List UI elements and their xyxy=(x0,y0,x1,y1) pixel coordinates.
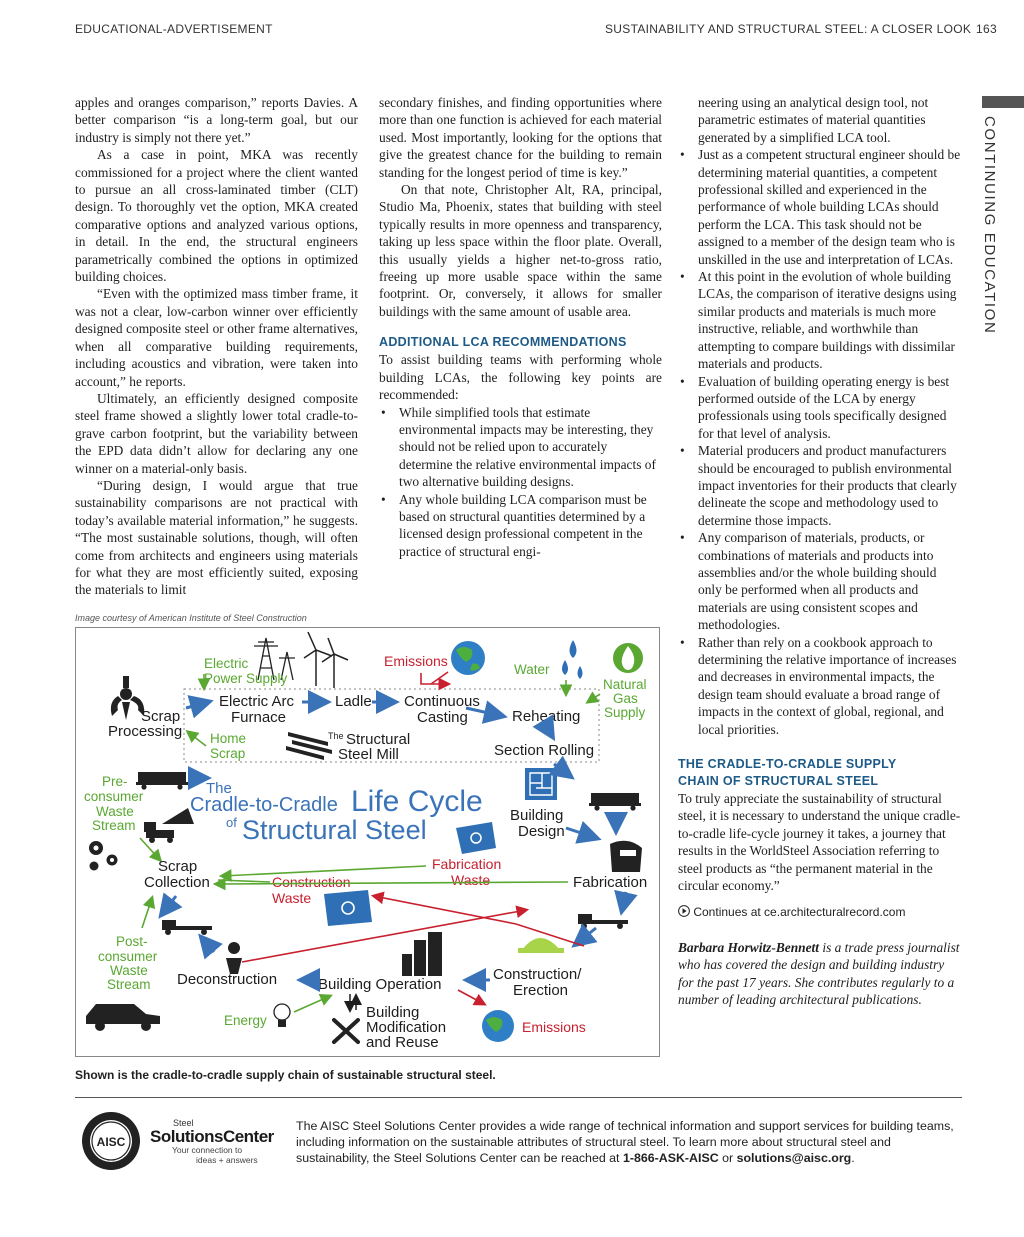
figure-caption: Shown is the cradle-to-cradle supply chain of sustainable structural steel. xyxy=(75,1068,496,1082)
author-name: Barbara Horwitz-Bennett xyxy=(678,939,820,955)
recommendation-list xyxy=(678,146,963,738)
label-reheating: Reheating xyxy=(512,708,581,725)
tools-icon xyxy=(334,1020,358,1042)
label-construction-waste-1: Construction xyxy=(272,874,351,890)
label-pre: Pre- xyxy=(102,774,128,789)
list-item: • While simplified tools that estimate environmental impacts may be interesting, they should not be relied upon to accurately determine the relative environmental impacts of two alternative building designs. xyxy=(379,404,662,491)
railcar-icon xyxy=(136,772,188,790)
flatbed-truck-icon xyxy=(162,920,212,935)
list-item: • Any whole building LCA comparison must be based on structural quantities determined by a licensed design professional competent in the practice of structural engi- xyxy=(379,491,662,561)
label-water: Water xyxy=(514,662,550,677)
label-deconstruction: Deconstruction xyxy=(177,971,278,988)
title-structural-steel: Structural Steel xyxy=(242,815,427,845)
label-energy: Energy xyxy=(224,1013,267,1028)
ssc-big: SolutionsCenter xyxy=(150,1127,274,1146)
scrap-claw-icon xyxy=(111,676,144,720)
continues-link[interactable] xyxy=(678,904,963,921)
section-heading: THE CRADLE-TO-CRADLE SUPPLY xyxy=(678,757,897,772)
label-power-supply: Power Supply xyxy=(204,671,288,686)
label-processing: Processing xyxy=(108,723,183,740)
label-building-mod-2: Modification xyxy=(366,1019,447,1036)
steel-beam-icon xyxy=(286,732,332,760)
label-gas: Gas xyxy=(613,691,638,706)
recycle-bin-icon xyxy=(456,822,496,854)
lifecycle-diagram xyxy=(76,628,659,1056)
footer-rule xyxy=(75,1097,962,1098)
footer-email[interactable]: solutions@aisc.org xyxy=(736,1151,852,1166)
label-emissions-bottom: Emissions xyxy=(522,1019,586,1035)
solutions-center-logo xyxy=(150,1118,274,1165)
blueprint-icon xyxy=(525,768,557,800)
label-post-consumer: consumer xyxy=(98,949,158,964)
paragraph: To assist building teams with performing whole building LCAs, the following key points are recommended: xyxy=(379,352,662,403)
label-fabrication: Fabrication xyxy=(573,874,648,891)
list-item: • Any comparison of materials, products, or combinations of materials and products into assemblies and/or the whole building should only be performed when all products and materials are using consistent scopes and methodologies. xyxy=(678,529,963,633)
globe-icon xyxy=(482,1010,514,1042)
water-drops-icon xyxy=(562,640,583,679)
label-structural: Structural xyxy=(346,731,411,748)
label-furnace: Furnace xyxy=(231,709,287,726)
wrecking-icon xyxy=(226,942,242,974)
footer-or: or xyxy=(718,1151,737,1166)
gas-flame-icon xyxy=(613,643,643,673)
label-mill-the: The xyxy=(328,731,344,741)
paragraph: As a case in point, MKA was recently commissioned for a project where the client wanted to pursue an all cross-laminated timber (CLT) design. To thoroughly vet the option, MKA created comparative options and analyzed various options, in detail. In the end, the structural engineers parametrically combined the options in optimized building choices. xyxy=(75,147,358,285)
label-supply: Supply xyxy=(604,705,646,720)
label-home: Home xyxy=(210,731,247,746)
footer-text xyxy=(296,1118,962,1167)
paragraph: neering using an analytical design tool, not parametric estimates of material quantities generated by a simplified LCA tool. xyxy=(698,95,929,145)
section-heading: CHAIN OF STRUCTURAL STEEL xyxy=(678,774,879,789)
ssc-small: Steel xyxy=(173,1118,194,1128)
gears-icon xyxy=(89,841,118,871)
title-the: The xyxy=(206,780,232,797)
label-fabrication-waste-1: Fabrication xyxy=(432,856,502,872)
list-item: • Evaluation of building operating energy is best performed outside of the LCA by energy professionals using tools specifically designed for that level of analysis. xyxy=(678,373,963,443)
dump-truck-icon xyxy=(144,808,194,843)
list-item: • Material producers and product manufacturers should be encouraged to publish environmental impact inventories for their products that clearly delineate the scope and methodology used to determine those impacts. xyxy=(678,442,963,529)
author-bio-text: is a trade press journalist who has covered the design and building industry for the past 17 years. She contributes regularly to a number of leading architectural publications. xyxy=(678,939,960,1008)
page-number: 163 xyxy=(976,22,997,36)
image-credit: Image courtesy of American Institute of Steel Construction xyxy=(75,613,307,623)
label-continuous: Continuous xyxy=(404,693,480,710)
continuing-education-label: CONTINUING EDUCATION xyxy=(981,116,998,335)
ssc-tag-2: ideas + answers xyxy=(196,1154,258,1165)
paragraph: “Even with the optimized mass timber frame, it was not a clear, low-carbon winner over efficiently designed composite steel or other frame alternatives, when all comparative building requirements, including acoustics and vibration, were taken into account,” he reports. xyxy=(75,286,358,389)
hard-hat-icon xyxy=(518,938,564,953)
label-erection: Erection xyxy=(513,982,569,999)
list-item: • Just as a competent structural engineer should be determining material quantities, a competent professional skilled and experienced in the performance of whole building LCAs should perform the LCA. This task should not be assigned to a member of the design team who is unskilled in the use and interpretation of LCAs. xyxy=(678,146,963,268)
wind-turbine-icon xyxy=(304,632,348,688)
paragraph: On that note, Christopher Alt, RA, principal, Studio Ma, Phoenix, states that building with steel typically results in more openness and transparency, taking up less space within the floor plate. Overall, this usually yields a higher net-to-gross ratio, freeing up more usable space within the same footprint. Or, conversely, it allows for smaller buildings with the same amount of usable area. xyxy=(379,182,662,319)
recycle-bin-icon xyxy=(324,890,372,926)
label-casting: Casting xyxy=(417,709,468,726)
paragraph: secondary finishes, and finding opportunities where more than one function is achieved for each material used. Most importantly, looking for the options that give the greatest chance for the building to remain standing for the longest period of time is key.” xyxy=(379,95,662,180)
label-post-stream: Stream xyxy=(107,977,151,992)
recommendation-list xyxy=(379,404,662,561)
label-scrap: Scrap xyxy=(141,708,181,725)
list-item: • At this point in the evolution of whole building LCAs, the comparison of iterative designs using similar products and materials is much more instructive, reliable, and worthwhile than attempting to compare buildings with dissimilar materials and products. xyxy=(678,268,963,372)
running-header-left: EDUCATIONAL-ADVERTISEMENT xyxy=(75,22,273,36)
title-of: of xyxy=(226,815,237,830)
lifecycle-figure xyxy=(75,627,660,1057)
paragraph: “During design, I would argue that true sustainability comparisons are not practical with today’s available material information,” he suggests. “The most sustainable solutions, though, will often come from architects and engineers using materials for what they are most efficiently suited, exposing the materials to limit xyxy=(75,477,358,598)
paragraph: To truly appreciate the sustainability of structural steel, it is necessary to understand the unique cradle-to-cradle life-cycle journey it takes, a journey that results in the WorldSteel Association referring to steel products as “the permanent material in the circular economy.” xyxy=(678,791,961,894)
play-icon xyxy=(678,905,690,917)
buildings-icon xyxy=(402,932,442,976)
label-electric-arc: Electric Arc xyxy=(219,693,295,710)
author-bio xyxy=(678,939,963,1009)
label-scrap-collection-2: Collection xyxy=(144,874,210,891)
label-pre-stream: Stream xyxy=(92,818,136,833)
label-electric: Electric xyxy=(204,656,249,671)
label-pre-consumer: consumer xyxy=(84,789,144,804)
ssc-tag-1: Your connection to xyxy=(172,1145,243,1155)
aisc-seal-logo xyxy=(80,1110,142,1172)
column-1 xyxy=(75,94,358,599)
running-header-right: SUSTAINABILITY AND STRUCTURAL STEEL: A CLOSER LOOK xyxy=(605,22,972,36)
car-icon xyxy=(86,1004,160,1031)
label-pre-waste: Waste xyxy=(96,804,134,819)
label-ladle: Ladle xyxy=(335,693,372,710)
column-2 xyxy=(379,94,662,560)
label-building-mod-3: and Reuse xyxy=(366,1034,439,1051)
column-3 xyxy=(678,94,963,1009)
label-building: Building xyxy=(510,807,564,824)
section-heading: ADDITIONAL LCA RECOMMENDATIONS xyxy=(379,335,627,350)
label-construction: Construction/ xyxy=(493,966,582,983)
label-building-operation: Building Operation xyxy=(318,976,442,993)
light-bulb-icon xyxy=(274,1004,290,1027)
label-steel-mill: Steel Mill xyxy=(338,746,399,763)
globe-icon xyxy=(451,641,485,675)
label-fabrication-waste-2: Waste xyxy=(451,872,491,888)
label-design: Design xyxy=(518,823,565,840)
label-construction-waste-2: Waste xyxy=(272,890,312,906)
continuing-education-tab[interactable] xyxy=(978,116,1000,335)
continues-text: Continues at ce.architecturalrecord.com xyxy=(693,905,906,920)
label-section-rolling: Section Rolling xyxy=(494,742,595,759)
label-post-waste: Waste xyxy=(110,963,148,978)
label-scrap-collection-1: Scrap xyxy=(158,858,198,875)
section-tab-bar xyxy=(982,96,1024,108)
label-post: Post- xyxy=(116,934,148,949)
welding-helmet-icon xyxy=(610,841,642,872)
title-cradle: Cradle-to-Cradle xyxy=(190,794,338,816)
flatbed-truck-icon xyxy=(578,914,628,929)
title-life-cycle: Life Cycle xyxy=(351,785,483,818)
seal-text: AISC xyxy=(96,1135,126,1149)
footer-text-body: The AISC Steel Solutions Center provides a wide range of technical information and support services for building teams, including information on the sustainable attributes of structural steel. To learn more about structural steel and sustainability, the Steel Solutions Center can be reached at xyxy=(296,1119,954,1166)
label-building-mod-1: Building xyxy=(366,1004,420,1021)
label-home-scrap: Scrap xyxy=(210,746,246,761)
footer-phone[interactable]: 1-866-ASK-AISC xyxy=(622,1151,719,1166)
list-item: • Rather than rely on a cookbook approach to determining the relative importance of increases and decreases in environmental impacts, the design team should evaluate a broad range of impacts in the context of global, regional, and local priorities. xyxy=(678,634,963,738)
paragraph: apples and oranges comparison,” reports Davies. A better comparison “is a long-term goal, but our industry is simply not there yet.” xyxy=(75,95,358,145)
paragraph: Ultimately, an efficiently designed composite steel frame showed a slightly lower total cradle-to-grave carbon footprint, but the variability between the EPD data didn’t allow for declaring any one winner on a material-only basis. xyxy=(75,390,358,476)
footer-period: . xyxy=(851,1151,855,1166)
railcar-icon xyxy=(589,793,641,811)
label-emissions-top: Emissions xyxy=(384,653,448,669)
label-natural: Natural xyxy=(603,677,647,692)
